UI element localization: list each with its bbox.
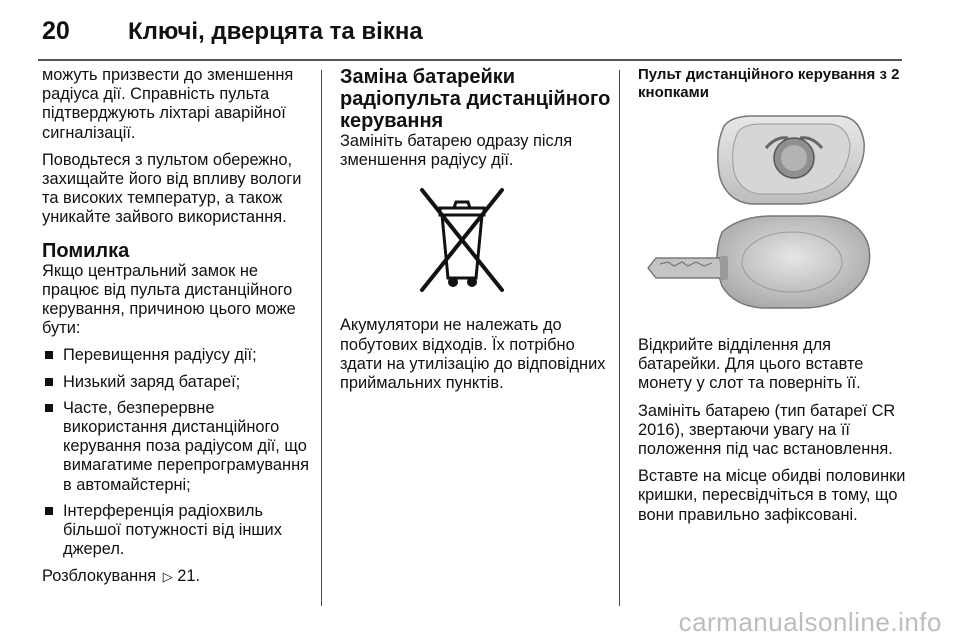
section-heading-two-button-remote: Пульт дистанційного керування з 2 кнопками bbox=[638, 66, 900, 101]
section-heading-battery-replacement: Заміна батарейки радіопульта дистанційного керування bbox=[340, 66, 611, 132]
col1-paragraph-3: Якщо центральний замок не працює від пульта дистанційного керування, причиною цього може бути: bbox=[42, 261, 296, 338]
section-heading-error: Помилка bbox=[42, 239, 130, 262]
page-number: 20 bbox=[42, 17, 70, 45]
col1-paragraph-2: Поводьтеся з пультом обережно, захищайте його від впливу вологи та високих температур, а також уникайте зайвого використання. bbox=[42, 150, 302, 227]
watermark: carmanualsonline.info bbox=[678, 607, 942, 637]
column-divider-1 bbox=[321, 70, 322, 606]
chapter-title: Ключі, дверцята та вікна bbox=[128, 18, 423, 45]
list-item: Низький заряд батареї; bbox=[42, 373, 314, 392]
unlock-reference-link[interactable]: Розблокування bbox=[42, 567, 157, 586]
column-3 bbox=[638, 66, 918, 533]
causes-list bbox=[42, 346, 314, 559]
page-reference-arrow-icon: ▷ bbox=[162, 569, 173, 585]
col3-paragraph-3: Вставте на місце обидві половинки кришки, пересвідчіться в тому, що вони правильно зафіксовані. bbox=[638, 467, 906, 524]
column-2 bbox=[340, 66, 614, 401]
unlock-reference bbox=[42, 567, 314, 586]
header-divider bbox=[38, 59, 902, 61]
page-header bbox=[0, 0, 960, 62]
col1-paragraph-1: можуть призвести до зменшення радіуса дії. Справність пульта підтверджують ліхтарі аварійної сигналізації. bbox=[42, 66, 294, 142]
col2-paragraph-2: Акумулятори не належать до побутових відходів. Їх потрібно здати на утилізацію до відповідних приймальних пунктів. bbox=[340, 316, 606, 393]
column-divider-2 bbox=[619, 70, 620, 606]
list-item: Інтерференція радіохвиль більшої потужності від інших джерел. bbox=[42, 502, 314, 560]
remote-key-battery-illustration bbox=[642, 108, 908, 324]
col2-paragraph-1: Замініть батарею одразу після зменшення радіусу дії. bbox=[340, 132, 573, 170]
col3-paragraph-1: Відкрийте відділення для батарейки. Для цього вставте монету у слот та поверніть її. bbox=[638, 336, 864, 393]
list-item: Перевищення радіусу дії; bbox=[42, 346, 314, 365]
unlock-reference-page[interactable]: 21. bbox=[177, 567, 201, 586]
column-1 bbox=[42, 66, 314, 595]
list-item: Часте, безперервне використання дистанційного керування поза радіусом дії, що вимагатиме перепрограмування в автомайстерні; bbox=[42, 399, 314, 495]
crossed-out-bin-icon bbox=[416, 186, 508, 296]
col3-paragraph-2: Замініть батарею (тип батареї CR 2016), звертаючи увагу на її положення під час встановлення. bbox=[638, 401, 896, 459]
